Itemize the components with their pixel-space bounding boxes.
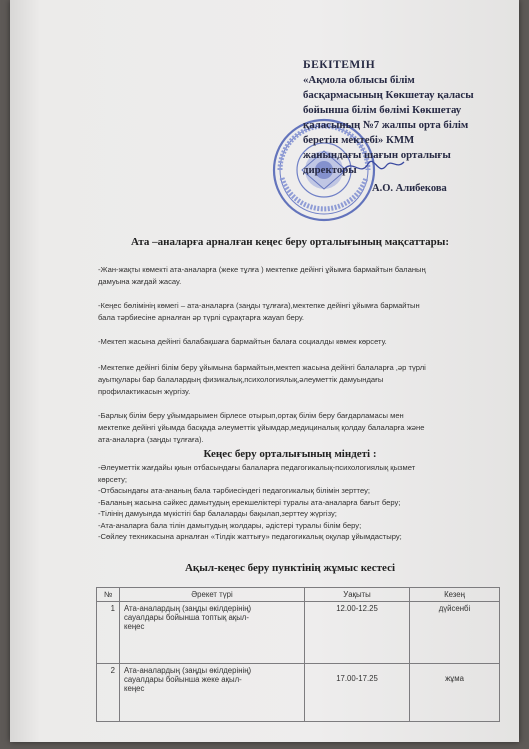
goal-paragraph	[98, 336, 498, 348]
tasks-list	[98, 462, 503, 543]
row-number: 2	[97, 664, 120, 722]
signer-name: А.О. Алибекова	[372, 183, 447, 194]
activity-cell	[120, 602, 305, 664]
list-item: -Ата-аналарға бала тілін дамытудың жолдары, әдістері туралы білім беру;	[98, 520, 362, 530]
list-item: -Сөйлеу техникасына арналған «Тілдік жаттығу» педагогикалық оқулар ұйымдастыру;	[98, 532, 402, 541]
text-line: бала тәрбиесіне арналған әр түрлі сұрақтарға жауап беру.	[98, 313, 304, 322]
cell-line: сауалдары бойынша топтық ақыл-	[124, 613, 249, 622]
day-cell: жұма	[410, 664, 500, 722]
schedule-heading: Ақыл-кеңес беру пунктінің жұмыс кестесі	[184, 562, 396, 574]
approval-block	[303, 58, 513, 178]
table-header-row	[97, 588, 500, 602]
goal-paragraph	[98, 300, 498, 324]
cell-line: кеңес	[124, 622, 145, 631]
approval-title: БЕКІТЕМІН	[303, 59, 376, 71]
approval-line: директоры	[303, 164, 357, 176]
text-line: -Кеңес бөлімінің көмегі – ата-аналарға (заңды тұлғаға),мектепке дейінгі ұйымға бармайтын	[98, 301, 420, 310]
tasks-heading: Кеңес беру орталығының міндеті :	[203, 448, 377, 460]
table-row	[97, 602, 500, 664]
list-item: -Баланың жасына сәйкес дамытудың ерекшеліктері туралы ата-аналарға бағыт беру;	[98, 497, 401, 507]
text-line: -Мектепке дейінгі білім беру ұйымына бармайтын,мектеп жасына дейінгі балаларға ,әр түрлі	[98, 363, 426, 372]
list-item: көрсету;	[98, 474, 128, 484]
list-item: -Әлеуметтік жағдайы қиын отбасындағы балаларға педагогикалық-психологиялық қызмет	[98, 463, 416, 472]
text-line: мектепке дейінгі ұйымда басқада әлеуметтік ұйымдар,медициналық қолдау балаларға және	[98, 423, 425, 432]
goal-paragraph	[98, 410, 498, 446]
list-item: -Тілінің дамуында мүкістігі бар балаларды бақылап,зерттеу жүргізу;	[98, 509, 337, 518]
goal-paragraph	[98, 264, 498, 288]
cell-line: Ата-аналардың (заңды өкілдерінің)	[124, 604, 252, 613]
activity-cell	[120, 664, 305, 722]
column-header: Уақыты	[305, 588, 410, 602]
text-line: дамуына жағдай жасау.	[98, 277, 182, 286]
document-page	[10, 0, 519, 742]
goal-paragraph	[98, 362, 498, 398]
table-row	[97, 664, 500, 722]
text-line: -Мектеп жасына дейінгі балабақшаға бармайтын балаға социалды көмек көрсету.	[98, 337, 387, 346]
approval-line: басқармасының Көкшетау қаласы	[303, 89, 474, 101]
column-header: Әрекет түрі	[120, 588, 305, 602]
row-number: 1	[97, 602, 120, 664]
text-line: профилактикасын жүргізу.	[98, 387, 191, 396]
approval-line: бойынша білім бөлімі Көкшетау	[303, 104, 462, 116]
approval-line: қаласының №7 жалпы орта білім	[303, 119, 469, 131]
time-cell: 12.00-12.25	[305, 602, 410, 664]
text-line: ауытқулары бар балалардың физикалық,психологиялық,әлеуметтік дамуындағы	[98, 375, 384, 384]
cell-line: сауалдары бойынша жеке ақыл-	[124, 675, 242, 684]
column-header: Кезең	[410, 588, 500, 602]
time-cell: 17.00-17.25	[305, 664, 410, 722]
approval-line: «Ақмола облысы білім	[303, 74, 415, 86]
text-line: -Барлық білім беру ұйымдарымен бірлесе отырып,ортақ білім беру бағдарламасы мен	[98, 411, 404, 420]
goals-heading: Ата –аналарға арналған кеңес беру орталығының мақсаттары:	[130, 236, 450, 248]
text-line: -Жан-жақты көмекті ата-аналарға (жеке тұлға ) мектепке дейінгі ұйымға бармайтын баланың	[98, 265, 426, 274]
list-item: -Отбасындағы ата-ананың бала тәрбиесіндегі педагогикалық білімін зерттеу;	[98, 486, 370, 495]
cell-line: Ата-аналардың (заңды өкілдерінің)	[124, 666, 252, 675]
text-line: ата-аналарға (заңды тұлғаға).	[98, 435, 204, 444]
day-cell: дүйсенбі	[410, 602, 500, 664]
approval-line: жанындағы шағын орталығы	[303, 149, 451, 161]
approval-line: беретін мектебі» КММ	[303, 134, 415, 146]
column-header: №	[97, 588, 120, 602]
cell-line: кеңес	[124, 684, 145, 693]
schedule-table	[96, 587, 500, 722]
